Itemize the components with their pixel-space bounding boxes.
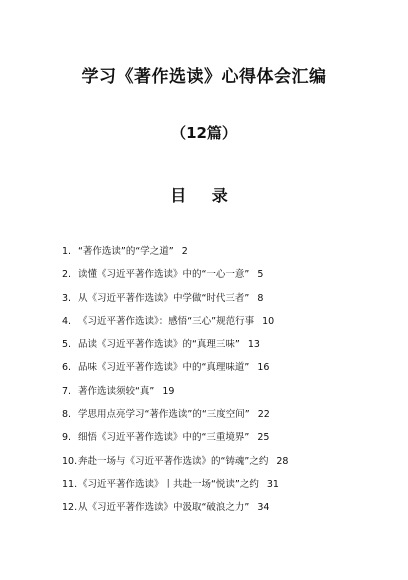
toc-entry-page: 22	[257, 409, 270, 421]
toc-entry	[62, 310, 362, 333]
toc-entry-page: 16	[257, 362, 270, 374]
toc-entry	[62, 287, 362, 310]
toc-entry	[62, 380, 362, 403]
article-count: （12篇）	[171, 124, 237, 142]
document-title: 学习《著作选读》心得体会汇编	[81, 67, 327, 87]
toc-entry-number: 3.	[62, 292, 72, 304]
toc-entry-page: 31	[266, 478, 279, 490]
toc-entry-number: 10.	[62, 455, 78, 467]
toc-entry-title: 从《习近平著作选读》中汲取“破浪之力”	[78, 502, 250, 514]
toc-entry-page: 13	[247, 339, 260, 351]
toc-entry-number: 7.	[62, 385, 72, 397]
toc-entry-number: 9.	[62, 432, 72, 444]
toc-entry	[62, 263, 362, 286]
toc-entry-title: 著作选读须较“真”	[78, 385, 155, 397]
toc-entry-number: 1.	[62, 246, 72, 257]
toc-entry-page: 28	[276, 455, 289, 467]
toc-entry-title: 细悟《习近平著作选读》中的“三重境界”	[78, 432, 250, 444]
toc-entry-title: 《习近平著作选读》丨共赴一场“悦读”之约	[78, 478, 259, 490]
toc-entry-title: “著作选读”的“学之道”	[78, 246, 174, 257]
toc-entry-number: 11.	[62, 478, 78, 490]
toc-entry-page: 25	[257, 432, 270, 444]
toc-entry	[62, 333, 362, 356]
table-of-contents	[62, 240, 362, 520]
toc-entry-page: 5	[257, 269, 264, 281]
toc-entry	[62, 240, 362, 263]
toc-entry-number: 6.	[62, 362, 72, 374]
toc-entry-page: 19	[162, 385, 175, 397]
toc-entry-page: 8	[257, 292, 264, 304]
toc-entry	[62, 473, 362, 496]
toc-entry	[62, 450, 362, 473]
toc-entry-number: 5.	[62, 339, 72, 351]
toc-entry-title: 奔赴一场与《习近平著作选读》的“铸魂”之约	[78, 455, 269, 467]
toc-entry-number: 2.	[62, 269, 72, 281]
toc-entry-title: 学思用点亮学习“著作选读”的“三度空间”	[78, 409, 250, 421]
toc-entry-page: 10	[262, 315, 275, 327]
toc-entry-title: 《习近平著作选读》：感悟“三心”规范行事	[78, 315, 255, 327]
toc-entry-page: 34	[257, 502, 270, 514]
toc-entry	[62, 496, 362, 519]
toc-entry	[62, 426, 362, 449]
toc-entry	[62, 403, 362, 426]
toc-entry	[62, 356, 362, 379]
toc-entry-title: 从《习近平著作选读》中学做“时代三者”	[78, 292, 250, 304]
toc-entry-number: 4.	[62, 315, 72, 327]
toc-heading: 目 录	[170, 186, 238, 205]
toc-entry-title: 品读《习近平著作选读》的“真理三味”	[78, 339, 240, 351]
toc-entry-page: 2	[181, 246, 188, 257]
toc-entry-title: 品味《习近平著作选读》中的“真理味道”	[78, 362, 250, 374]
toc-entry-number: 8.	[62, 409, 72, 421]
toc-entry-number: 12.	[62, 502, 78, 514]
toc-entry-title: 读懂《习近平著作选读》中的“一心一意”	[78, 269, 250, 281]
